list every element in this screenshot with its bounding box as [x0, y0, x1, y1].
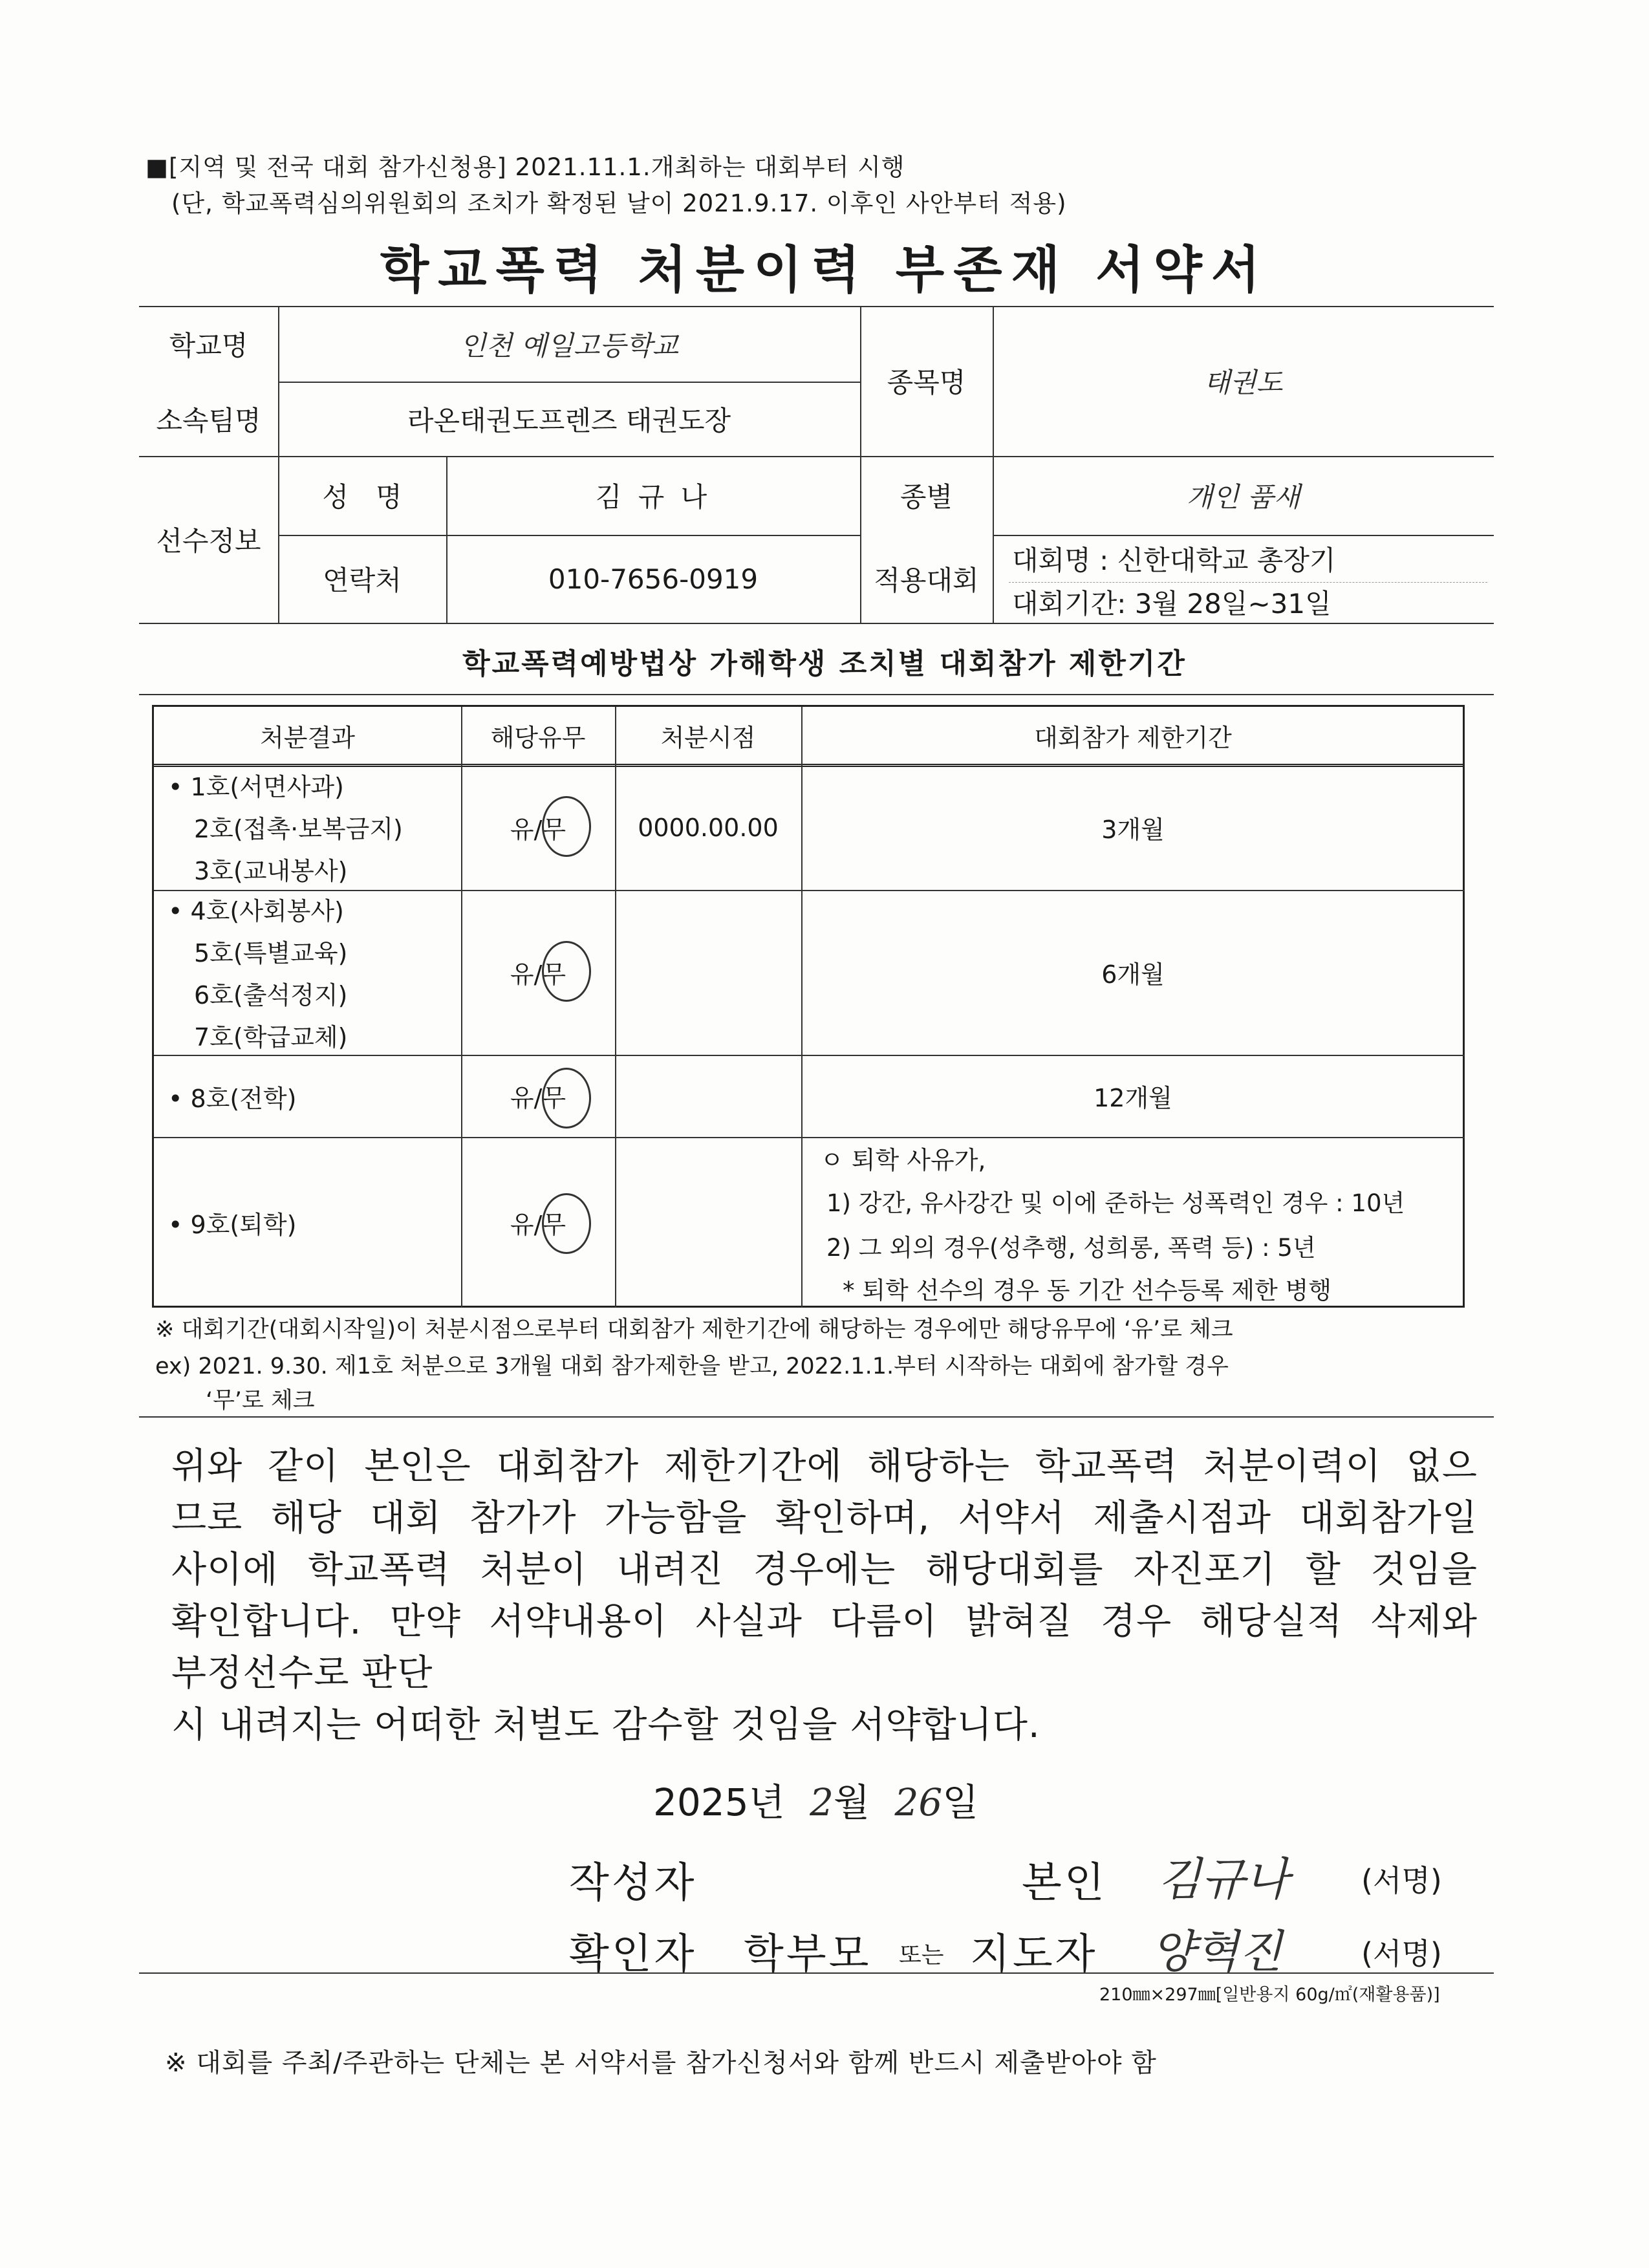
row1-yn: 유/무 — [510, 815, 566, 844]
row1-check-mark — [542, 796, 591, 857]
self-seal: (서명) — [1361, 1863, 1442, 1898]
pledge-line-4: 확인합니다. 만약 서약내용이 사실과 다름이 밝혀질 경우 해당실적 삭제와 — [171, 1601, 1478, 1643]
note-line-2: ex) 2021. 9.30. 제1호 처분으로 3개월 대회 참가제한을 받고, 2022.1.1.부터 시작하는 대회에 참가할 경우 — [155, 1354, 1229, 1379]
event-name: 대회명 : 신한대학교 총장기 — [1012, 545, 1336, 576]
self-signature: 김규나 — [1158, 1853, 1289, 1906]
row2-period: 6개월 — [1101, 960, 1165, 989]
notice-line-1: ■[지역 및 전국 대회 참가신청용] 2021.11.1.개최하는 대회부터 시행 — [146, 153, 905, 181]
sign-date: 2025년 2월 26일 — [653, 1780, 979, 1824]
contact-value: 010-7656-0919 — [548, 563, 759, 595]
date-year: 2025 — [653, 1780, 749, 1824]
contact-label: 연락처 — [323, 565, 402, 596]
team-value: 라온태권도프렌즈 태권도장 — [407, 404, 731, 437]
player-info-label: 선수정보 — [156, 525, 261, 557]
row1-item-2: 2호(접촉·보복금지) — [194, 815, 403, 843]
row3-period: 12개월 — [1094, 1084, 1172, 1112]
row3-check-mark — [542, 1068, 591, 1129]
header-period: 대회참가 제한기간 — [1034, 723, 1232, 752]
coach-label: 지도자 — [970, 1930, 1098, 1978]
row4-date — [615, 1137, 801, 1308]
row2-yn: 유/무 — [510, 960, 566, 989]
pledge-line-3: 사이에 학교폭력 처분이 내려진 경우에는 해당대회를 자진포기 할 것임을 — [171, 1549, 1478, 1591]
header-result: 처분결과 — [260, 723, 355, 752]
sport-label: 종목명 — [887, 367, 966, 398]
document-title: 학교폭력 처분이력 부존재 서약서 — [380, 241, 1269, 299]
notice-line-2: (단, 학교폭력심의위원회의 조치가 확정된 날이 2021.9.17. 이후인 사안부터 적용) — [171, 189, 1067, 217]
row1-date: 0000.00.00 — [638, 813, 779, 842]
row1-item-3: 3호(교내봉사) — [194, 857, 348, 885]
pledge-line-6: 시 내려지는 어떠한 처벌도 감수할 것임을 서약합니다. — [171, 1704, 1040, 1746]
pledge-line-5: 부정선수로 판단 — [171, 1652, 433, 1694]
coach-signature: 양혁진 — [1151, 1925, 1282, 1978]
category-label: 종별 — [900, 481, 953, 513]
note-line-3: ‘무’로 체크 — [206, 1388, 315, 1414]
paper-spec: 210㎜×297㎜[일반용지 60g/㎡(재활용품)] — [1099, 1985, 1440, 2005]
sport-value: 태권도 — [1203, 367, 1283, 398]
row2-item-4: 7호(학급교체) — [194, 1023, 348, 1052]
pledge-paragraph — [171, 1441, 1478, 1751]
discipline-table — [152, 705, 1465, 1308]
row2-item-1: • 4호(사회봉사) — [168, 897, 344, 925]
row4-period-line-4: * 퇴학 선수의 경우 동 기간 선수등록 제한 병행 — [843, 1277, 1331, 1304]
row4-period-line-3: 2) 그 외의 경우(성추행, 성희롱, 폭력 등) : 5년 — [826, 1234, 1316, 1262]
footer-note: ※ 대회를 주최/주관하는 단체는 본 서약서를 참가신청서와 함께 반드시 제출받아야 함 — [165, 2048, 1157, 2078]
row2-item-3: 6호(출석정지) — [194, 981, 348, 1010]
school-label: 학교명 — [169, 329, 248, 362]
row4-item-1: • 9호(퇴학) — [168, 1211, 297, 1239]
row2-item-2: 5호(특별교육) — [194, 939, 348, 967]
header-date: 처분시점 — [660, 723, 756, 752]
pledge-line-2: 므로 해당 대회 참가가 가능함을 확인하며, 서약서 제출시점과 대회참가일 — [171, 1497, 1478, 1539]
table-title: 학교폭력예방법상 가해학생 조치별 대회참가 제한기간 — [462, 647, 1187, 680]
row4-period-line-1: ㅇ 퇴학 사유가, — [820, 1146, 986, 1174]
row1-item-1: • 1호(서면사과) — [168, 773, 344, 801]
row3-item-1: • 8호(전학) — [168, 1085, 297, 1113]
row1-period: 3개월 — [1101, 815, 1165, 844]
writer-label: 작성자 — [569, 1859, 697, 1907]
row3-date — [615, 1055, 801, 1137]
name-label: 성 명 — [322, 481, 402, 513]
team-label: 소속팀명 — [156, 404, 261, 437]
row3-yn: 유/무 — [510, 1084, 566, 1112]
self-label: 본인 — [1022, 1859, 1107, 1907]
event-label: 적용대회 — [874, 565, 979, 596]
school-value: 인천 예일고등학교 — [460, 329, 678, 362]
confirmer-label: 확인자 — [569, 1930, 697, 1978]
note-line-1: ※ 대회기간(대회시작일)이 처분시점으로부터 대회참가 제한기간에 해당하는 경우에만 해당유무에 ‘유’로 체크 — [155, 1317, 1233, 1343]
name-value: 김 규 나 — [595, 481, 711, 513]
row4-yn: 유/무 — [510, 1210, 566, 1239]
row4-check-mark — [542, 1193, 591, 1254]
or-label: 또는 — [899, 1942, 944, 1969]
category-value: 개인 품새 — [1186, 481, 1300, 513]
header-yn: 해당유무 — [490, 723, 586, 752]
row2-check-mark — [542, 941, 591, 1002]
date-day: 26 — [894, 1780, 943, 1824]
parent-label: 학부모 — [744, 1930, 872, 1978]
event-period: 대회기간: 3월 28일~31일 — [1012, 588, 1331, 620]
date-month: 2 — [810, 1780, 834, 1824]
row4-period-line-2: 1) 강간, 유사강간 및 이에 준하는 성폭력인 경우 : 10년 — [826, 1189, 1405, 1217]
row2-date — [615, 890, 801, 1055]
coach-seal: (서명) — [1361, 1936, 1442, 1971]
pledge-line-1: 위와 같이 본인은 대회참가 제한기간에 해당하는 학교폭력 처분이력이 없으 — [171, 1445, 1478, 1487]
